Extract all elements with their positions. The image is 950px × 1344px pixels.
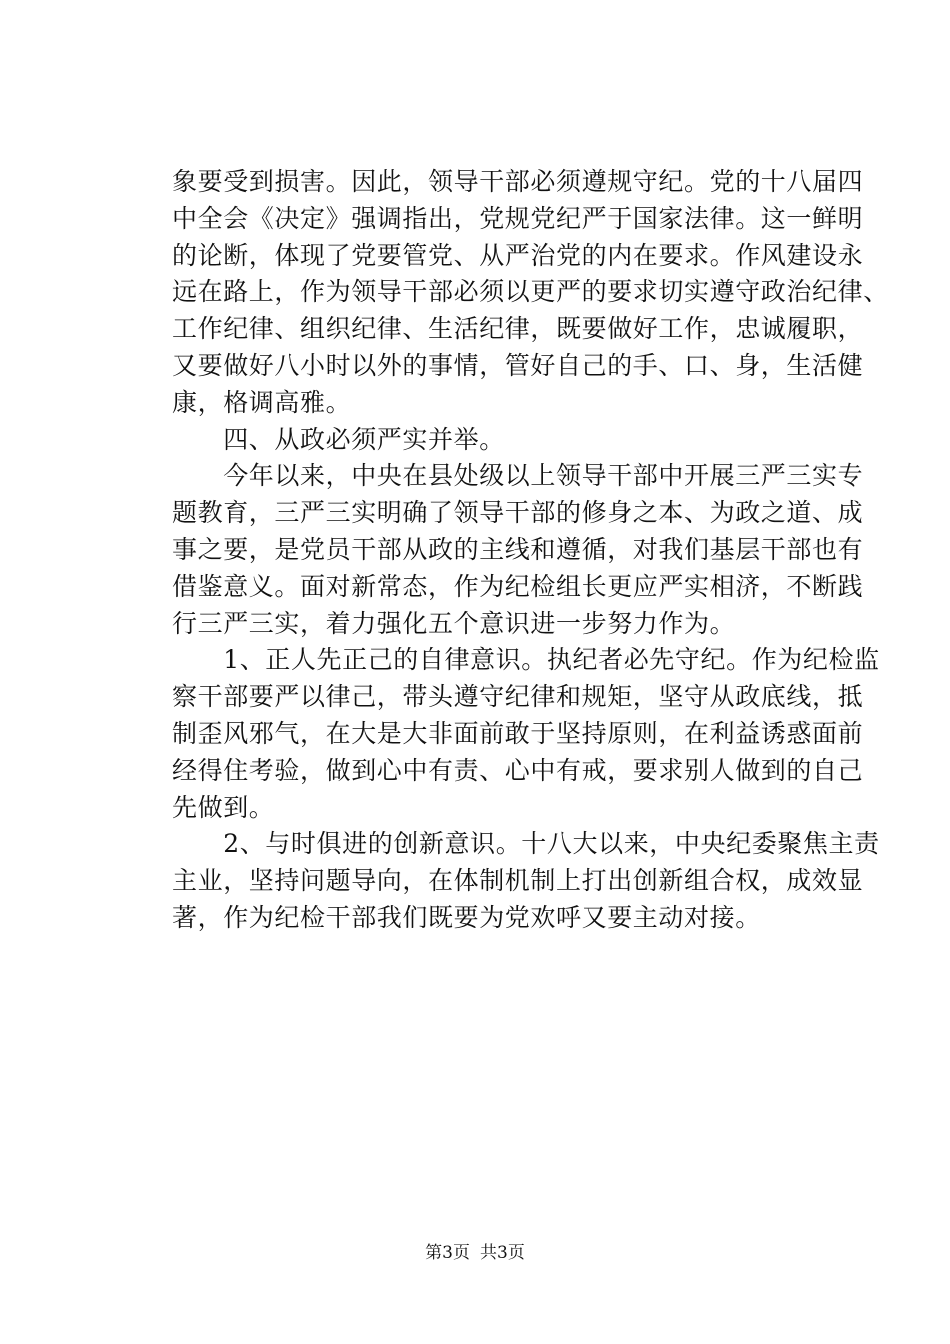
text-line: 制歪风邪气，在大是大非面前敢于坚持原则，在利益诱惑面前 (172, 718, 864, 748)
page-number: 第3页 (425, 1243, 470, 1263)
text-line: 康，格调高雅。 (172, 387, 352, 417)
text-line: 先做到。 (172, 792, 275, 822)
document-body (172, 164, 889, 937)
text-line: 远在路上，作为领导干部必须以更严的要求切实遵守政治纪律、 (172, 277, 889, 307)
page-total: 共3页 (480, 1243, 525, 1263)
section-heading: 四、从政必须严实并举。 (172, 424, 505, 454)
text-line: 今年以来，中央在县处级以上领导干部中开展三严三实专 (172, 461, 864, 491)
text-line: 1、正人先正己的自律意识。执纪者必先守纪。作为纪检监 (172, 645, 880, 675)
text-line: 经得住考验，做到心中有责、心中有戒，要求别人做到的自己 (172, 755, 864, 785)
text-line: 的论断，体现了党要管党、从严治党的内在要求。作风建设永 (172, 240, 864, 270)
text-line: 题教育，三严三实明确了领导干部的修身之本、为政之道、成 (172, 498, 864, 528)
text-line: 中全会《决定》强调指出，党规党纪严于国家法律。这一鲜明 (172, 203, 864, 233)
text-line: 著，作为纪检干部我们既要为党欢呼又要主动对接。 (172, 902, 761, 932)
page-footer (0, 1243, 950, 1263)
text-line: 2、与时俱进的创新意识。十八大以来，中央纪委聚焦主责 (172, 829, 880, 859)
text-line: 工作纪律、组织纪律、生活纪律，既要做好工作，忠诚履职， (172, 314, 864, 344)
text-line: 主业，坚持问题导向，在体制机制上打出创新组合权，成效显 (172, 866, 864, 896)
text-line: 又要做好八小时以外的事情，管好自己的手、口、身，生活健 (172, 350, 864, 380)
text-line: 察干部要严以律己，带头遵守纪律和规矩，坚守从政底线，抵 (172, 682, 864, 712)
text-line: 事之要，是党员干部从政的主线和遵循，对我们基层干部也有 (172, 534, 864, 564)
text-line: 象要受到损害。因此，领导干部必须遵规守纪。党的十八届四 (172, 167, 864, 196)
text-line: 行三严三实，着力强化五个意识进一步努力作为。 (172, 608, 736, 638)
text-line: 借鉴意义。面对新常态，作为纪检组长更应严实相济，不断践 (172, 571, 864, 601)
